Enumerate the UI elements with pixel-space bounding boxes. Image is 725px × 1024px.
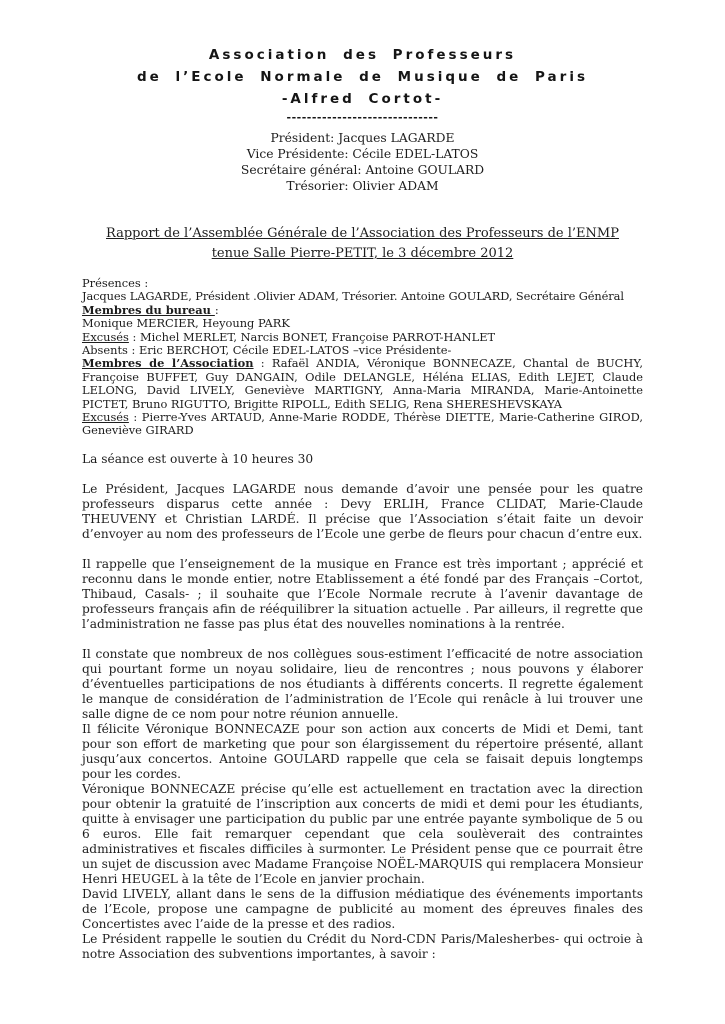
paragraph-association-value: Il constate que nombreux de nos collègues sous-estiment l’efficacité de notre association qui pourtant forme un noyau solidaire, lieu de rencontres ; nous pouvons y élaborer d’éventuelles participations de nos étudiants à différents concerts. Il regrette également le manque de considération de l’administration de l’Ecole qui renâcle à lui trouver une salle digne de ce nom pour notre réunion annuelle. bbox=[82, 646, 643, 721]
association-excuses-label: Excusés bbox=[82, 410, 129, 425]
report-body bbox=[82, 452, 643, 962]
officers-list bbox=[0, 130, 725, 194]
org-name-line1: Association des Professeurs bbox=[208, 47, 517, 63]
bureau-heading bbox=[82, 304, 643, 317]
paragraph-credit-du-nord: Le Président rappelle le soutien du Crédit du Nord-CDN Paris/Malesherbes- qui octroie à notre Association des subventions importantes, à savoir : bbox=[82, 931, 643, 961]
bureau-excuses-names: : Michel MERLET, Narcis BONET, Françoise PARROT-HANLET bbox=[128, 329, 496, 344]
letterhead bbox=[0, 0, 725, 194]
bureau-colon: : bbox=[214, 302, 219, 317]
report-title-line1: Rapport de l’Assemblée Générale de l’Association des Professeurs de l’ENMP bbox=[106, 226, 619, 241]
report-title bbox=[0, 224, 725, 264]
absents-line: Absents : Eric BERCHOT, Cécile EDEL-LATOS –vice Présidente- bbox=[82, 343, 452, 358]
bureau-excuses-line bbox=[82, 331, 643, 344]
association-members-names: Rafaël ANDIA, Véronique BONNECAZE, Chantal de BUCHY, Françoise BUFFET, Guy DANGAIN, Odile DELANGLE, Héléna ELIAS, Edith LEJET, Claude LELONG, David LIVELY, Geneviève MARTIGNY, Anna-Maria MIRANDA, Marie-Antoinette PICTET, Bruno RIGUTTO, Brigitte RIPOLL, Edith SELIG, Rena SHERESHEVSKAYA bbox=[82, 356, 643, 411]
paragraph-tribute: Le Président, Jacques LAGARDE nous demande d’avoir une pensée pour les quatre professeurs disparus cette année : Devy ERLIH, France CLIDAT, Marie-Claude THEUVENY et Christian LARDÉ. Il précise que l’Association s’était faite un devoir d’envoyer au nom des professeurs de l’Ecole une gerbe de fleurs pour chacun d’entre eux. bbox=[82, 481, 643, 541]
paragraph-teaching: Il rappelle que l’enseignement de la musique en France est très important ; apprécié et reconnu dans le monde entier, notre Etablissement a été fondé par des Français –Cortot, Thibaud, Casals- ; il souhaite que l’Ecole Normale recrute à l’avenir davantage de professeurs français afin de rééquilibrer la situation actuelle . Par ailleurs, il regrette que l’administration ne fasse pas plus état des nouvelles nominations à la rentrée. bbox=[82, 556, 643, 631]
bureau-excuses-label: Excusés bbox=[82, 329, 129, 344]
association-excuses-names: : Pierre-Yves ARTAUD, Anne-Marie RODDE, Thérèse DIETTE, Marie-Catherine GIROD, Geneviève GIRARD bbox=[82, 410, 643, 438]
dashed-separator: ------------------------------ bbox=[286, 111, 439, 124]
report-title-line2: tenue Salle Pierre-PETIT, le 3 décembre 2012 bbox=[211, 246, 514, 261]
bureau-members: Monique MERCIER, Heyoung PARK bbox=[82, 316, 290, 331]
officer-treasurer: Trésorier: Olivier ADAM bbox=[286, 179, 439, 193]
officer-vice-president: Vice Présidente: Cécile EDEL-LATOS bbox=[246, 147, 479, 161]
officer-secretary: Secrétaire général: Antoine GOULARD bbox=[240, 163, 485, 177]
association-label: Membres de l’Association bbox=[82, 356, 254, 371]
attendance-section bbox=[82, 277, 643, 438]
bureau-label: Membres du bureau bbox=[82, 302, 215, 317]
officer-president: Président: Jacques LAGARDE bbox=[270, 131, 455, 145]
paragraph-bonnecaze-congrats: Il félicite Véronique BONNECAZE pour son action aux concerts de Midi et Demi, tant pour son effort de marketing que pour son élargissement du répertoire présenté, allant jusqu’aux concertos. Antoine GOULARD rappelle que cela se faisait depuis longtemps pour les cordes. bbox=[82, 721, 643, 781]
org-name-line3: -Alfred Cortot- bbox=[281, 91, 444, 107]
association-excuses-paragraph bbox=[82, 411, 643, 438]
association-members-paragraph bbox=[82, 357, 643, 411]
paragraph-lively-proposal: David LIVELY, allant dans le sens de la diffusion médiatique des événements importants de l’Ecole, propose une campagne de publicité au moment des épreuves finales des Concertistes avec l’aide de la presse et des radios. bbox=[82, 886, 643, 931]
opening-line: La séance est ouverte à 10 heures 30 bbox=[82, 451, 314, 466]
org-name-line2: de l’Ecole Normale de Musique de Paris bbox=[137, 69, 588, 85]
report-title-line2-wrap bbox=[0, 244, 725, 264]
paragraph-bonnecaze-negotiation: Véronique BONNECAZE précise qu’elle est actuellement en tractation avec la direction pour obtenir la gratuité de l’inscription aux concerts de midi et demi pour les étudiants, quitte à envisager une participation du public par une entrée payante symbolique de 5 ou 6 euros. Elle fait remarquer cependant que cela soulèverait des contraintes administratives et fiscales difficiles à surmonter. Le Président pense que ce pourrait être un sujet de discussion avec Madame Françoise NOËL-MARQUIS qui remplacera Monsieur Henri HEUGEL à la tête de l’Ecole en janvier prochain. bbox=[82, 781, 643, 886]
report-title-line1-wrap bbox=[0, 224, 725, 244]
presences-label: Présences : bbox=[82, 276, 149, 290]
association-colon: : bbox=[253, 356, 272, 371]
presences-line: Jacques LAGARDE, Président .Olivier ADAM, Trésorier. Antoine GOULARD, Secrétaire Général bbox=[82, 289, 624, 304]
